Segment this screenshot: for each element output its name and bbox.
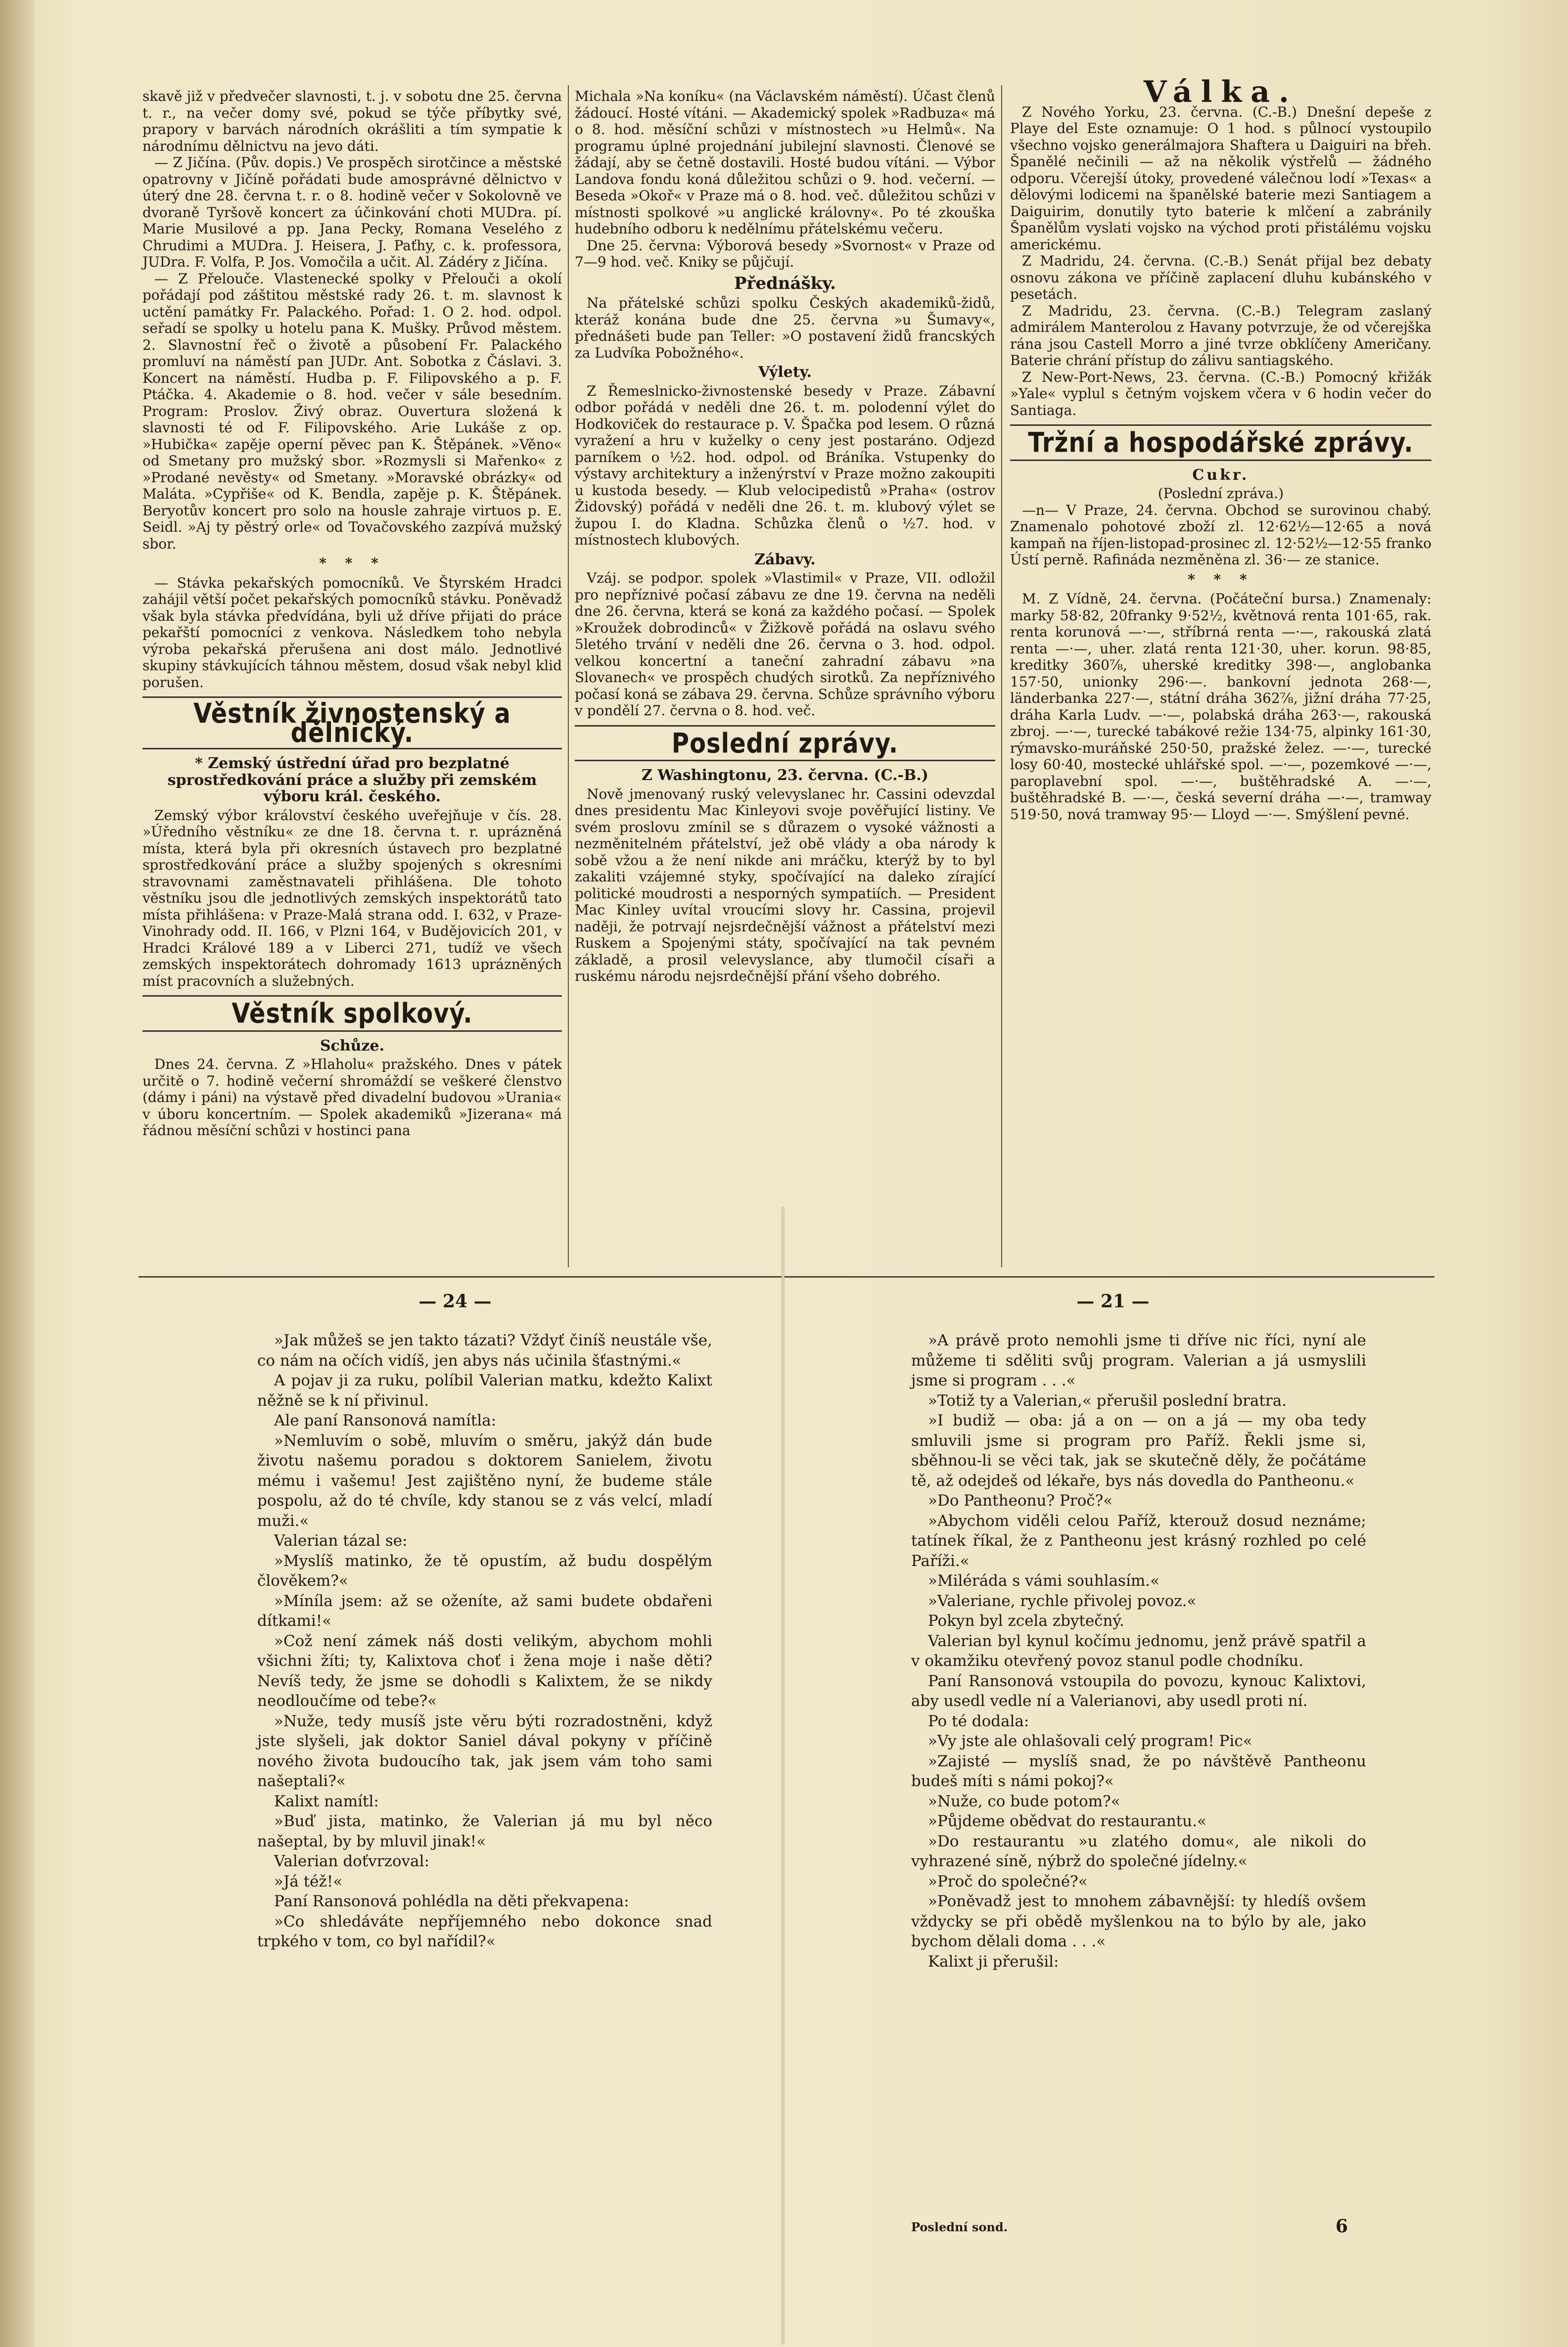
novel-right-paragraph: »Abychom viděli celou Paříž, kterouž dosud neznáme; tatínek říkal, že z Pantheonu jest krásný rozhled po celé Paříži.« bbox=[911, 1512, 1366, 1570]
article-celebration-end: skavě již v předvečer slavnosti, t. j. v sobotu dne 25. června t. r., na večer domy své, pokud se týče příbytky své, prapory v barvách národních okrášliti a tím sympatie k národnímu dělnictvu na jevo dáti. bbox=[142, 88, 562, 154]
novel-left-paragraph: Valerian tázal se: bbox=[274, 1532, 408, 1550]
meetings-continued: Michala »Na koníku« (na Václavském náměstí). Účast členů žádoucí. Hosté vítáni. — Akademický spolek »Radbuza« má o 8. hod. měsíční schůzi v místnostech »u Helmů«. Na programu úplné projednání jubilejní slavnosti. Členové se žádají, aby se četně dostavili. Hosté budou vítáni. — Výbor Landova fondu koná důležitou schůzi o 9. hod. večerní. — Beseda »Okoř« v Praze má o 8. hod. več. důležitou schůzi v místnosti spolkové »u anglické královny«. Po té zkouška hudebního odboru k nedělnímu přátelskému večeru. bbox=[575, 88, 995, 237]
novel-right-paragraph: »Valeriane, rychle přivolej povoz.« bbox=[928, 1592, 1197, 1610]
feuilleton-separator bbox=[138, 1276, 1434, 1278]
rubric-trade: Věstník živnostenský a dělnický. bbox=[193, 697, 511, 749]
novel-right-paragraph: »Miléráda s vámi souhlasím.« bbox=[928, 1572, 1160, 1590]
war-new-york: Z Nového Yorku, 23. června. (C.-B.) Dnešní depeše z Playe del Este oznamuje: O 1 hod. s půlnocí vystoupilo všechno vojsko generálmajora Shaftera u Daiguiri na břeh. Španělé nečinili — až na několik výstřelů — žádného odporu. Včerejší útoky, provedené válečnou lodí »Texas« a dělovými lodicemi na španělské baterie mezi Santiagem a Daiguirim, donutily tyto baterie k mlčení a zabránily Španělům vyslati vojsko na východ proti přistálému vojsku americkému. bbox=[1010, 103, 1431, 253]
novel-right-paragraph: »Nuže, co bude potom?« bbox=[928, 1792, 1120, 1810]
novel-right-paragraph: Po té dodala: bbox=[928, 1712, 1029, 1730]
novel-right-paragraph: »Totiž ty a Valerian,« přerušil poslední bratra. bbox=[928, 1391, 1287, 1410]
sugar-article: —n— V Praze, 24. června. Obchod se surovinou chabý. Znamenalo pohotové zboží zl. 12·62½—12·65 a nová kampaň na říjen-listopad-prosinec zl. 12·52½—12·55 franko Ústí perně. Rafinádа nezměněna zl. 36·— ze stanice. bbox=[1010, 502, 1431, 568]
novel-right-paragraph: »I budiž — oba: já a on — on a já — my oba tedy smluvili jsme si program pro Paříž. Řekli jsme si, sběhnou-li se věci tak, jak se skutečně děly, že počátáme tě, až odejdeš od lékaře, bys nás dovedla do Pantheonu.« bbox=[911, 1412, 1366, 1490]
column-1 bbox=[142, 88, 562, 1139]
novel-left-paragraph: »Co shledáváte nepříjemného nebo dokonce snad trpkého v tom, co byl nařídil?« bbox=[257, 1912, 712, 1950]
trips-heading: Výlety. bbox=[758, 364, 812, 381]
section-stars: * * * bbox=[319, 555, 385, 571]
footer-sheet-number: 6 bbox=[1336, 2216, 1348, 2237]
column-3 bbox=[1010, 75, 1431, 823]
column-rule-2 bbox=[1001, 85, 1002, 1267]
novel-right-paragraph: Valerian byl kynul kočímu jednomu, jenž právě spatřil a v okamžiku otevřený povoz stanul podle chodníku. bbox=[911, 1632, 1366, 1670]
fun-article: Vzáj. se podpor. spolek »Vlastimil« v Praze, VII. odložil pro nepříznivé počasí zábavu ze dne 19. června na neděli dne 26. června, která se koná za každého počasí. — Spolek »Kroužek dobrodinců« v Žižkově pořádá na oslavu svého 5letého trvání v neděli dne 26. června o 3. hod. odpol. velkou koncertní a taneční zahradní zábavu »na Slovanech« ve prospěch chudých sirotků. Za nepříznivého počasí koná se zábava 29. června. Schůze správního výboru v pondělí 27. června o 8. hod. več. bbox=[575, 570, 995, 719]
washington-dateline: Z Washingtonu, 23. června. (C.-B.) bbox=[642, 767, 928, 784]
novel-left-paragraph: »Nuže, tedy musíš jste věru býti rozradostněni, když jste slyšeli, jak doktor Saniel dával pokyny v příčině nového života budoucího tak, jak jsem vám toho sami našeptali?« bbox=[257, 1712, 712, 1790]
column-2 bbox=[575, 88, 995, 985]
novel-left-paragraph: A pojav ji za ruku, políbil Valerian matku, kdežto Kalixt něžně se k ní přivinul. bbox=[257, 1372, 712, 1410]
novel-right-paragraph: »Do restaurantu »u zlatého domu«, ale nikoli do vyhrazené síně, nýbrž do společné jídelny.« bbox=[911, 1832, 1366, 1870]
novel-right-page bbox=[911, 1331, 1366, 1972]
novel-left-paragraph: »Nemluvím o sobě, mluvím o směru, jakýž dán bude životu našemu poradou s doktorem Sanielem, životu mému i vašemu! Jest zajištěno nyní, že budeme stále pospolu, až do té chvíle, kdy stanou se z vás velcí, mladí muži.« bbox=[257, 1431, 712, 1530]
novel-left-paragraph: »Míníla jsem: až se oženíte, až sami budete obdařeni dítkami!« bbox=[257, 1592, 712, 1630]
column-rule-1 bbox=[568, 85, 569, 1267]
war-madrid-23: Z Madridu, 23. června. (C.-B.) Telegram zaslaný admirálem Manterolou z Havany potvrzuje, že od včerejška rána jsou Castell Morro a jiné tvrze obklíčeny Američany. Baterie chrání přístup do zálivu santiagského. bbox=[1010, 302, 1431, 368]
meetings-article: Dnes 24. června. Z »Hlaholu« pražského. Dnes v pátek určitě o 7. hodině večerní shromáždí se veškeré členstvo (dámy i páni) na výstavě před divadelní budovou »Urania« v úboru koncertním. — Spolek akademiků »Jizerana« má řádnou měsíční schůzi v hostinci pana bbox=[142, 1056, 562, 1139]
fun-heading: Zábavy. bbox=[754, 551, 816, 568]
article-prelouc: — Z Přelouče. Vlastenecké spolky v Přelouči a okolí pořádají pod záštitou městské rady 26. t. m. slavnost k uctění památky Fr. Palackého. Pořad: 1. O 2. hod. odpol. seřadí se spolky u hotelu pana K. Mušky. Průvod městem. 2. Slavnostní řeč o životě a působení Fr. Palackého promluví na náměstí pan JUDr. Ant. Sobotka z Čáslavi. 3. Koncert na náměstí. Hudba p. F. Filipovského a p. F. Ptáčka. 4. Akademie o 8. hod. večer v sále besedním. Program: Proslov. Živý obraz. Ouvertura složená k slavnosti té od F. Filipovského. Arie Lukáše z op. »Hubička« zapěje operní pěvec pan K. Štěpánek. »Věno« od Smetany pro mužský sbor. »Rozmysli si Mařenko« z »Prodané nevěsty« od Smetany. »Moravské obrázky« od Maláta. »Cypřiše« od K. Bendla, zapěje p. K. Štěpánek. Beryotův koncert pro solo na housle zahraje virtuos p. E. Seidl. »Aj ty pěstrý orle« od Tovačovského zazpívá mužský sbor. bbox=[142, 270, 562, 552]
sugar-heading: Cukr. bbox=[1192, 466, 1249, 484]
washington-article: Nově jmenovaný ruský velevyslanec hr. Cassini odevzdal dnes presidentu Mac Kinleyovi svoje pověřující listiny. Ve svém proslovu zmínil se s důrazem o vysoké vážnosti a nezměnitelném přátelství, jež obě vlády a oba národy k sobě vžou a že není nikde ani mráčku, kterýž by to byl zakaliti vzájemné styky, spočívající na daleko zírající politické moudrosti a nesporných sympatiích. — President Mac Kinley uvítal vroucími slovy hr. Cassina, projevil naději, že potrvají nejsrdečnější vážnost a přátelství mezi Ruskem a Spojenými státy, spočívající na tak pevném základě, a prosil velevyslance, aby tlumočil císaři a ruskému národu nejsrdečnější přání všeho dobrého. bbox=[575, 785, 995, 984]
page-binding-edge bbox=[0, 0, 35, 2347]
rubric-clubs-box bbox=[142, 995, 562, 1032]
novel-right-paragraph: Paní Ransonová vstoupila do povozu, kynouc Kalixtovi, aby usedl vedle ní a Valerianovi, aby usedl proti ní. bbox=[911, 1672, 1366, 1710]
page-fold bbox=[782, 1207, 784, 2345]
meetings-heading: Schůze. bbox=[320, 1037, 385, 1055]
novel-right-paragraph: »Proč do společné?« bbox=[928, 1872, 1088, 1890]
war-madrid-24: Z Madridu, 24. června. (C.-B.) Senát přijal bez debaty osnovu zákona ve příčině zaplacení dluhu kubánského v pesetách. bbox=[1010, 253, 1431, 302]
novel-right-paragraph: Kalixt ji přerušil: bbox=[928, 1952, 1059, 1971]
novel-left-paragraph: Valerian doťvrzoval: bbox=[274, 1852, 429, 1870]
war-new-port-news: Z New-Port-News, 23. června. (C.-B.) Pomocný křižák »Yale« vyplul s četným vojskem včera v 6 hodin večer do Santiaga. bbox=[1010, 368, 1431, 418]
novel-left-paragraph: Paní Ransonová pohlédla na děti překvapena: bbox=[274, 1892, 629, 1910]
war-title: Válka. bbox=[1143, 75, 1298, 109]
novel-left-page bbox=[257, 1331, 712, 1952]
novel-left-paragraph: »Myslíš matinko, že tě opustím, až budu dospělým člověkem?« bbox=[257, 1552, 712, 1590]
novel-right-paragraph: Pokyn byl zcela zbytečný. bbox=[928, 1612, 1124, 1630]
trade-article: Zemský výbor království českého uveřejňuje v čís. 28. »Úředního věstníku« ze dne 18. června t. r. uprázněná místa, která byla při okresních ústavech pro bezplatné sprostředkování práce a služby spojených s okresními stravovnami zaměstnavateli přihlášena. Dle tohoto věstníku jsou dle jednotlivých zemských inspektorátů tato místa přihlášena: v Praze-Malá strana odd. I. 632, v Praze-Vinohrady odd. II. 166, v Plzni 164, v Budějovicích 201, v Hradci Králové 189 a v Liberci 271, tudíž ve všech zemských inspektorátech dohromady 1613 uprázněných míst pracovních a služebných. bbox=[142, 807, 562, 989]
rubric-market-box bbox=[1010, 424, 1431, 461]
rubric-clubs: Věstník spolkový. bbox=[231, 997, 473, 1030]
trade-heading: * Zemský ústřední úřad pro bezplatné sprostředkování práce a služby při zemském výboru král. českého. bbox=[167, 755, 537, 805]
novel-left-paragraph: »Jak můžeš se jen takto tázati? Vždyť činíš neustále vše, co nám na očích vidíš, jen abys nás učinila šťastnými.« bbox=[257, 1332, 712, 1370]
novel-left-paragraph: »Buď jista, matinko, že Valerian já mu byl něco našeptal, by by mluvil jinak!« bbox=[257, 1812, 712, 1850]
novel-right-paragraph: »Poněvadž jest to mnohem zábavnější: ty hledíš ovšem vždycky se při obědě myšlenkou na to býlo by ale, jako bychom dělali doma . . .« bbox=[911, 1892, 1366, 1950]
trips-article: Z Řemeslnicko-živnostenské besedy v Praze. Zábavní odbor pořádá v neděli dne 26. t. m. polodenní výlet do Hodkoviček do restaurace p. V. Špačka pod lesem. O různá vyražení a hru v kuželky o ceny jest postaráno. Odjezd parníkem o ½2. hod. odpol. od Bráníka. Vstupenky do výstavy architektury a inženýrství v Praze možno zakoupiti u kustoda besedy. — Klub velocipedistů »Praha« (ostrov Židovský) pořádá v neděli dne 26. t. m. klubový výlet se župou I. do Kladna. Schůzka členů o ½7. hod. v místnostech klubových. bbox=[575, 382, 995, 548]
article-jicin: — Z Jičína. (Pův. dopis.) Ve prospěch sirotčince a městské opatrovny v Jičíně pořádati bude amosprávné dělnictvo v úterý dne 28. června t. r. o 8. hodině večer v Sokolovně ve dvoraně Tyršově koncert za účinkování choti MUDra. pí. Marie Musilové a pp. Jana Pecky, Romana Veselého z Chrudimi a MUDra. J. Heisera, J. Paťhy, c. k. professora, JUDra. F. Volfa, P. Jos. Vomočila a učit. Al. Zádéry z Jičína. bbox=[142, 154, 562, 270]
novel-left-paragraph: Ale paní Ransonová namítla: bbox=[274, 1412, 497, 1429]
right-page-number: — 21 — bbox=[1076, 1291, 1150, 1312]
footer-signature-left: Poslední sond. bbox=[911, 2220, 1008, 2234]
meetings-june-25: Dne 25. června: Výborová besedy »Svornost« v Praze od 7—9 hod. več. Kniky se půjčují. bbox=[575, 237, 995, 270]
left-page-number: — 24 — bbox=[418, 1291, 492, 1312]
novel-right-paragraph: »A právě proto nemohli jsme ti dříve nic říci, nyní ale můžeme ti sděliti svůj program. Valerian a já usmyslili jsme si program . . .« bbox=[911, 1332, 1366, 1389]
novel-left-paragraph: »Což není zámek náš dosti velikým, abychom mohli všichni žíti; ty, Kalixtova choť i žena moje i naše děti? Nevíš tedy, že jsme se dohodli s Kalixtem, že se nikdy neodloučíme od tebe?« bbox=[257, 1632, 712, 1710]
novel-right-paragraph: »Zajisté — myslíš snad, že po návštěvě Pantheonu budeš míti s námi pokoj?« bbox=[911, 1752, 1366, 1790]
novel-right-paragraph: »Do Pantheonu? Proč?« bbox=[928, 1492, 1113, 1510]
novel-right-paragraph: »Vy jste ale ohlašovali celý program! Pic« bbox=[928, 1732, 1252, 1750]
sugar-subheading: (Poslední zpráva.) bbox=[1157, 485, 1284, 502]
novel-left-paragraph: »Já též!« bbox=[274, 1872, 343, 1890]
vienna-bourse-article: M. Z Vídně, 24. června. (Počáteční bursa.) Znamenaly: marky 58·82, 20franky 9·52½, květnová renta 101·65, rak. renta korunová —·—, stříbrná renta —·—, rakouská zlatá renta —·—, uher. zlatá renta 121·30, uher. korun. 98·85, kreditky 360⅞, uherské kreditky 398·—, anglobanka 157·50, unionky 296·—. bankovní jednota 268·—, länderbanka 227·—, státní dráha 362⅞, jižní dráha 77·25, dráha Karla Ludv. —·—, polabská dráha 263·—, rakouská zbroj. —·—, turecké tabákové režie 134·75, alpinky 161·30, rýmavsko-muráňské 250·50, pražské želez. —·—, turecké losy 60·40, mostecké uhlářské spol. —·—, pozemkové —·—, paroplavební spol. —·—, buštěhradské A. —·—, buštěhradské B. —·—, česká severní dráha —·—, tramway 519·50, nová tramway 95·— Lloyd —·—. Smýšlení pevné. bbox=[1010, 591, 1431, 823]
rubric-trade-box bbox=[142, 696, 562, 749]
market-stars: * * * bbox=[1188, 571, 1254, 588]
lectures-heading: Přednášky. bbox=[734, 273, 836, 293]
lectures-article: Na přátelské schůzi spolku Českých akademiků-židů, kteráž konána bude dne 25. června »u Šumavy«, přednášeti bude pan Teller: »O postavení židů francských za Ludvíka Pobožného«. bbox=[575, 295, 995, 361]
rubric-last-news: Poslední zprávy. bbox=[671, 727, 899, 759]
rubric-market: Tržní a hospodářské zprávy. bbox=[1028, 426, 1414, 459]
novel-right-paragraph: »Půjdeme obědvat do restaurantu.« bbox=[928, 1812, 1207, 1830]
novel-left-paragraph: Kalixt namítl: bbox=[274, 1792, 379, 1810]
rubric-last-box bbox=[575, 725, 995, 762]
article-bakers-strike: — Stávka pekařských pomocníků. Ve Štyrském Hradci zahájil větší počet pekařských pomocníků stávku. Poněvadž však byla stávka předvídána, byli už dříve přijati do práce pekařští pomocníci z venkova. Následkem toho nebyla výroba pekařská přerušena ani dost málo. Jednotlivé skupiny stávkujících táhnou městem, dosud však nebyl klid porušen. bbox=[142, 574, 562, 690]
